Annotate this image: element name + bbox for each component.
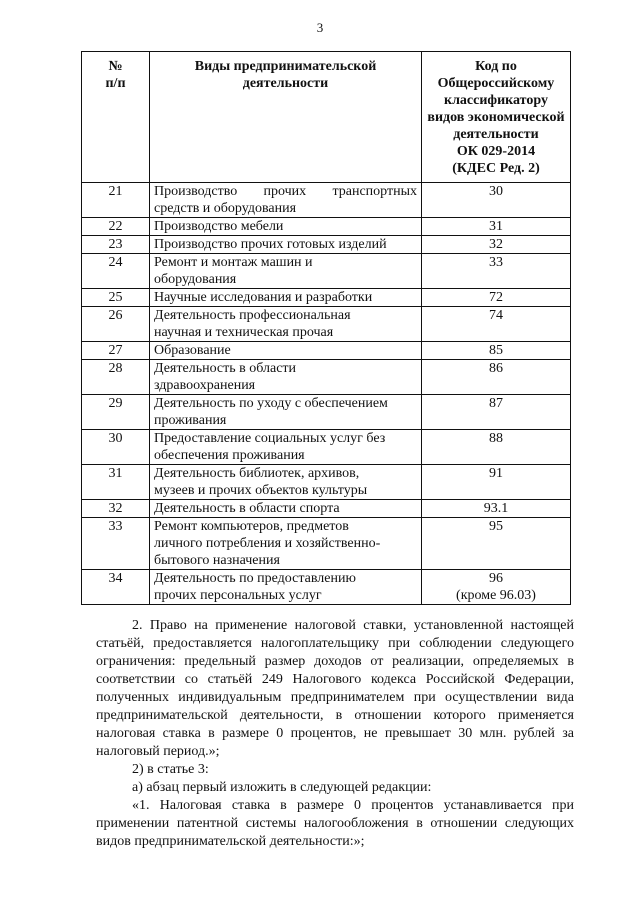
header-code-line: ОК 029-2014 [456, 144, 536, 159]
row-activity-line: Ремонт компьютеров, предметов [154, 519, 349, 534]
paragraph-article-3: 2) в статье 3: [132, 762, 209, 777]
row-code-line: 32 [489, 237, 503, 252]
row-activity-line: средств и оборудования [154, 201, 297, 216]
row-activity [150, 395, 422, 430]
row-code-line: (кроме 96.03) [456, 588, 536, 603]
row-number: 30 [82, 430, 150, 465]
row-number: 27 [82, 342, 150, 360]
row-code-line: 30 [489, 184, 503, 199]
row-number: 29 [82, 395, 150, 430]
table-row [82, 183, 571, 218]
row-activity-line: личного потребления и хозяйственно- [154, 536, 381, 551]
row-activity-line: бытового назначения [154, 553, 280, 568]
row-activity [150, 183, 422, 218]
row-activity [150, 465, 422, 500]
table-row [82, 395, 571, 430]
row-code-line: 85 [489, 343, 503, 358]
row-code [422, 183, 571, 218]
row-code [422, 307, 571, 342]
header-code-line: деятельности [453, 127, 539, 142]
paragraph-tax-rate-right: 2. Право на применение налоговой ставки, установленной настоящей статьёй, предоставляется налогоплательщику при соблюдении следующего ограничения: предельный размер доходов от реализации, определяемых в соответствии со статьёй 249 Налогового кодекса Российской Федерации, полученных индивидуальным предпринимателем при осуществлении вида предпринимательской деятельности, в отношении которого применяется налоговая ставка в размере 0 процентов, не превышает 30 млн. рублей за налоговый период.»; [96, 618, 574, 759]
header-code-line: Общероссийскому [437, 76, 555, 91]
header-num-line: п/п [105, 76, 126, 91]
row-code-line: 88 [489, 431, 503, 446]
row-number: 31 [82, 465, 150, 500]
row-activity-line: обеспечения проживания [154, 448, 305, 463]
row-activity-line: Деятельность по предоставлению [154, 571, 356, 586]
row-code-line: 91 [489, 466, 503, 481]
header-code-line: (КДЕС Ред. 2) [452, 161, 540, 176]
header-code-line: Код по [475, 59, 517, 74]
row-activity-line: прочих персональных услуг [154, 588, 322, 603]
row-activity-line: музеев и прочих объектов культуры [154, 483, 368, 498]
header-activity-line: Виды предпринимательской [194, 59, 377, 74]
header-num-line: № [108, 59, 123, 74]
page-number: 3 [316, 20, 324, 35]
table-row [82, 360, 571, 395]
row-activity [150, 218, 422, 236]
row-activity-line: Производство прочих транспортных [154, 184, 417, 199]
paragraph-tax-rate-patent: «1. Налоговая ставка в размере 0 процентов устанавливается при применении патентной системы налогообложения в отношении следующих видов предпринимательской деятельности:»; [96, 798, 574, 849]
table-row [82, 500, 571, 518]
paragraph-subclause-a: а) абзац первый изложить в следующей редакции: [132, 780, 432, 795]
row-activity-line: Деятельность по уходу с обеспечением [154, 396, 388, 411]
row-activity-line: оборудования [154, 272, 237, 287]
row-code-line: 93.1 [483, 501, 509, 516]
row-activity [150, 360, 422, 395]
table-row [82, 236, 571, 254]
row-number: 28 [82, 360, 150, 395]
header-num [82, 52, 150, 183]
row-code [422, 342, 571, 360]
header-code-line: видов экономической [427, 110, 565, 125]
row-code-line: 86 [489, 361, 503, 376]
row-number: 34 [82, 570, 150, 605]
row-activity-line: Научные исследования и разработки [154, 290, 373, 305]
row-code-line: 72 [489, 290, 503, 305]
row-number: 32 [82, 500, 150, 518]
table-header-row [82, 52, 571, 183]
row-code [422, 465, 571, 500]
row-code [422, 430, 571, 465]
header-activity [150, 52, 422, 183]
table-row [82, 518, 571, 570]
row-activity-line: Предоставление социальных услуг без [154, 431, 386, 446]
header-activity-line: деятельности [242, 76, 329, 91]
table-row [82, 465, 571, 500]
row-code [422, 395, 571, 430]
row-code [422, 254, 571, 289]
row-code-line: 95 [489, 519, 503, 534]
row-activity-line: здравоохранения [154, 378, 256, 393]
row-number: 21 [82, 183, 150, 218]
row-number: 23 [82, 236, 150, 254]
table-row [82, 430, 571, 465]
row-activity-line: Деятельность в области спорта [154, 501, 340, 516]
row-activity-line: проживания [154, 413, 227, 428]
row-activity [150, 289, 422, 307]
row-number: 33 [82, 518, 150, 570]
table-row [82, 570, 571, 605]
row-activity-line: Производство мебели [154, 219, 284, 234]
row-activity-line: Деятельность в области [154, 361, 297, 376]
row-number: 26 [82, 307, 150, 342]
row-code-line: 87 [489, 396, 503, 411]
row-activity [150, 570, 422, 605]
row-code-line: 33 [489, 255, 503, 270]
row-activity [150, 254, 422, 289]
table-row [82, 342, 571, 360]
row-activity [150, 430, 422, 465]
row-activity [150, 342, 422, 360]
row-number: 25 [82, 289, 150, 307]
row-code-line: 31 [489, 219, 503, 234]
row-activity [150, 518, 422, 570]
row-code [422, 289, 571, 307]
row-activity [150, 307, 422, 342]
table-row [82, 307, 571, 342]
row-code [422, 500, 571, 518]
table-row [82, 218, 571, 236]
row-activity-line: Деятельность библиотек, архивов, [154, 466, 360, 481]
row-activity-line: Ремонт и монтаж машин и [154, 255, 313, 270]
table-row [82, 254, 571, 289]
row-activity-line: Образование [154, 343, 231, 358]
row-code [422, 518, 571, 570]
row-activity [150, 500, 422, 518]
row-activity-line: научная и техническая прочая [154, 325, 334, 340]
row-code-line: 74 [489, 308, 503, 323]
header-code [422, 52, 571, 183]
row-activity [150, 236, 422, 254]
row-code-line: 96 [489, 571, 503, 586]
row-code [422, 360, 571, 395]
row-number: 22 [82, 218, 150, 236]
row-code [422, 236, 571, 254]
paragraph-block [96, 617, 574, 851]
row-code [422, 570, 571, 605]
row-activity-line: Производство прочих готовых изделий [154, 237, 387, 252]
activity-codes-table [81, 51, 571, 605]
row-number: 24 [82, 254, 150, 289]
row-activity-line: Деятельность профессиональная [154, 308, 351, 323]
table-row [82, 289, 571, 307]
row-code [422, 218, 571, 236]
header-code-line: классификатору [444, 93, 548, 108]
